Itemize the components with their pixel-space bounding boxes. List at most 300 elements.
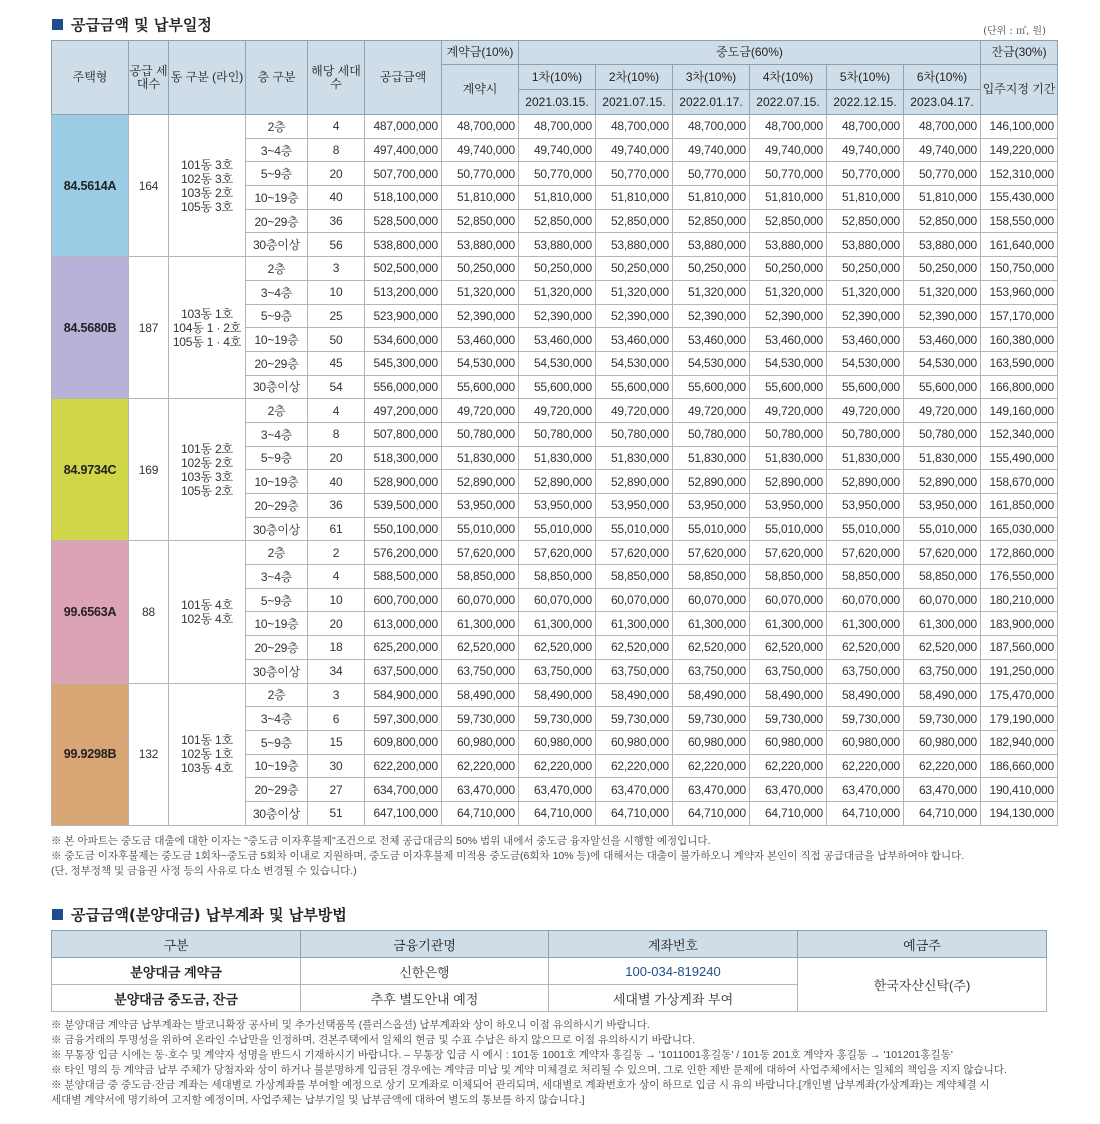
dong-line: 102동 2호: [181, 455, 233, 470]
installment-cell-2: 63,470,000: [596, 778, 673, 802]
units-cell: 4: [308, 399, 365, 423]
installment-cell-4: 58,490,000: [750, 683, 827, 707]
floor-cell: 20~29층: [246, 209, 308, 233]
dong-line: 104동 1 · 2호: [172, 320, 242, 335]
contract-cell: 62,220,000: [442, 754, 519, 778]
installment-cell-4: 60,070,000: [750, 588, 827, 612]
units-cell: 10: [308, 280, 365, 304]
balance-cell: 152,340,000: [981, 422, 1058, 446]
section-title-text: 공급금액(분양대금) 납부계좌 및 납부방법: [71, 906, 347, 924]
price-cell: 487,000,000: [365, 115, 442, 139]
header-households: 공급 세대수: [129, 41, 169, 115]
installment-cell-1: 58,490,000: [519, 683, 596, 707]
dong-line: 101동 4호: [181, 597, 233, 612]
header-balance-group: 잔금(30%): [981, 41, 1058, 65]
installment-cell-1: 50,770,000: [519, 162, 596, 186]
price-cell: 528,500,000: [365, 209, 442, 233]
units-cell: 15: [308, 730, 365, 754]
header-contract-group: 계약금(10%): [442, 41, 519, 65]
installment-cell-3: 50,780,000: [673, 422, 750, 446]
households-cell: 164: [129, 115, 169, 257]
contract-cell: 60,980,000: [442, 730, 519, 754]
note-line: ※ 타인 명의 등 계약금 납부 주체가 당첨자와 상이 하거나 불분명하게 입금된 경우에는 계약금 미납 및 계약 미체결로 처리될 수 있으며, 그로 인한 제반 문제에 대하여 사업주체에서는 일체의 책임을 지지 않습니다.: [51, 1064, 1007, 1076]
installment-cell-3: 51,810,000: [673, 186, 750, 210]
floor-cell: 30층이상: [246, 517, 308, 541]
installment-cell-2: 58,850,000: [596, 565, 673, 589]
installment-cell-4: 55,600,000: [750, 375, 827, 399]
units-cell: 36: [308, 209, 365, 233]
type-cell: 84.9734C: [52, 399, 129, 541]
account-holder: 한국자산신탁(주): [798, 958, 1047, 1012]
installment-cell-1: 50,250,000: [519, 257, 596, 281]
installment-cell-1: 61,300,000: [519, 612, 596, 636]
installment-cell-1: 53,950,000: [519, 494, 596, 518]
contract-cell: 63,470,000: [442, 778, 519, 802]
account-row-bank: 추후 별도안내 예정: [301, 985, 549, 1012]
balance-cell: 182,940,000: [981, 730, 1058, 754]
installment-cell-2: 64,710,000: [596, 801, 673, 825]
table-row: [52, 257, 1058, 281]
type-cell: 99.9298B: [52, 683, 129, 825]
floor-cell: 3~4층: [246, 280, 308, 304]
installment-cell-5: 53,460,000: [827, 328, 904, 352]
installment-cell-2: 62,220,000: [596, 754, 673, 778]
installment-cell-6: 50,770,000: [904, 162, 981, 186]
installment-cell-4: 51,320,000: [750, 280, 827, 304]
balance-cell: 149,220,000: [981, 138, 1058, 162]
floor-cell: 3~4층: [246, 422, 308, 446]
units-cell: 34: [308, 659, 365, 683]
price-cell: 613,000,000: [365, 612, 442, 636]
installment-cell-1: 55,010,000: [519, 517, 596, 541]
installment-cell-2: 53,460,000: [596, 328, 673, 352]
units-cell: 20: [308, 612, 365, 636]
contract-cell: 51,320,000: [442, 280, 519, 304]
installment-cell-1: 59,730,000: [519, 707, 596, 731]
header-installment-3: 3차(10%): [673, 65, 750, 90]
units-cell: 51: [308, 801, 365, 825]
dong-cell: [169, 257, 246, 399]
installment-cell-3: 61,300,000: [673, 612, 750, 636]
note-line: ※ 중도금 이자후불제는 중도금 1회차~중도금 5회차 이내로 지원하며, 중도금 이자후불제 미적용 중도금(6회차 10% 등)에 대해서는 대출이 불가하오니 계약자 본인이 직접 공급대금을 납부하여야 합니다.: [51, 850, 965, 862]
table-row: [52, 541, 1058, 565]
units-cell: 36: [308, 494, 365, 518]
floor-cell: 30층이상: [246, 375, 308, 399]
header-installment-4: 4차(10%): [750, 65, 827, 90]
installment-cell-3: 50,770,000: [673, 162, 750, 186]
installment-cell-3: 63,750,000: [673, 659, 750, 683]
units-cell: 56: [308, 233, 365, 257]
installment-cell-3: 55,010,000: [673, 517, 750, 541]
installment-cell-6: 58,490,000: [904, 683, 981, 707]
installment-cell-6: 59,730,000: [904, 707, 981, 731]
installment-cell-4: 60,980,000: [750, 730, 827, 754]
price-cell: 584,900,000: [365, 683, 442, 707]
floor-cell: 3~4층: [246, 138, 308, 162]
price-cell: 507,700,000: [365, 162, 442, 186]
installment-cell-2: 53,880,000: [596, 233, 673, 257]
installment-cell-2: 54,530,000: [596, 351, 673, 375]
contract-cell: 59,730,000: [442, 707, 519, 731]
installment-cell-4: 59,730,000: [750, 707, 827, 731]
installment-cell-1: 62,220,000: [519, 754, 596, 778]
installment-cell-1: 49,720,000: [519, 399, 596, 423]
dong-line: 103동 2호: [181, 185, 233, 200]
installment-cell-1: 53,460,000: [519, 328, 596, 352]
balance-cell: 165,030,000: [981, 517, 1058, 541]
installment-cell-3: 63,470,000: [673, 778, 750, 802]
floor-cell: 5~9층: [246, 730, 308, 754]
floor-cell: 3~4층: [246, 707, 308, 731]
installment-cell-1: 51,830,000: [519, 446, 596, 470]
floor-cell: 10~19층: [246, 470, 308, 494]
units-cell: 61: [308, 517, 365, 541]
contract-cell: 62,520,000: [442, 636, 519, 660]
installment-cell-5: 57,620,000: [827, 541, 904, 565]
title-square-icon: [52, 19, 63, 30]
balance-cell: 158,670,000: [981, 470, 1058, 494]
price-cell: 625,200,000: [365, 636, 442, 660]
installment-cell-1: 63,750,000: [519, 659, 596, 683]
installment-cell-5: 52,850,000: [827, 209, 904, 233]
contract-cell: 53,880,000: [442, 233, 519, 257]
balance-cell: 150,750,000: [981, 257, 1058, 281]
header-contract: 계약시: [442, 65, 519, 115]
installment-cell-4: 64,710,000: [750, 801, 827, 825]
installment-cell-3: 51,320,000: [673, 280, 750, 304]
installment-cell-3: 50,250,000: [673, 257, 750, 281]
units-cell: 3: [308, 257, 365, 281]
units-cell: 10: [308, 588, 365, 612]
units-cell: 45: [308, 351, 365, 375]
households-cell: 132: [129, 683, 169, 825]
installment-cell-1: 50,780,000: [519, 422, 596, 446]
balance-cell: 187,560,000: [981, 636, 1058, 660]
installment-cell-4: 52,890,000: [750, 470, 827, 494]
contract-cell: 52,890,000: [442, 470, 519, 494]
units-cell: 2: [308, 541, 365, 565]
header-installment-1: 1차(10%): [519, 65, 596, 90]
installment-cell-2: 63,750,000: [596, 659, 673, 683]
contract-cell: 50,770,000: [442, 162, 519, 186]
balance-cell: 160,380,000: [981, 328, 1058, 352]
installment-cell-6: 60,070,000: [904, 588, 981, 612]
installment-cell-6: 49,740,000: [904, 138, 981, 162]
price-cell: 497,200,000: [365, 399, 442, 423]
installment-cell-4: 48,700,000: [750, 115, 827, 139]
installment-cell-4: 49,740,000: [750, 138, 827, 162]
installment-cell-1: 51,320,000: [519, 280, 596, 304]
dong-cell: [169, 683, 246, 825]
price-cell: 588,500,000: [365, 565, 442, 589]
installment-cell-5: 59,730,000: [827, 707, 904, 731]
balance-cell: 186,660,000: [981, 754, 1058, 778]
account-header-category: 구분: [52, 931, 301, 958]
account-header-bank: 금융기관명: [301, 931, 549, 958]
installment-cell-4: 51,830,000: [750, 446, 827, 470]
installment-cell-5: 64,710,000: [827, 801, 904, 825]
floor-cell: 2층: [246, 399, 308, 423]
balance-cell: 155,490,000: [981, 446, 1058, 470]
contract-cell: 57,620,000: [442, 541, 519, 565]
installment-cell-4: 52,390,000: [750, 304, 827, 328]
balance-cell: 153,960,000: [981, 280, 1058, 304]
dong-cell: [169, 115, 246, 257]
price-cell: 518,100,000: [365, 186, 442, 210]
units-cell: 54: [308, 375, 365, 399]
price-table-body: [52, 115, 1058, 826]
installment-cell-1: 55,600,000: [519, 375, 596, 399]
installment-cell-4: 50,250,000: [750, 257, 827, 281]
installment-cell-6: 52,390,000: [904, 304, 981, 328]
installment-cell-4: 53,880,000: [750, 233, 827, 257]
installment-cell-4: 52,850,000: [750, 209, 827, 233]
balance-cell: 190,410,000: [981, 778, 1058, 802]
installment-cell-3: 60,980,000: [673, 730, 750, 754]
installment-cell-2: 52,890,000: [596, 470, 673, 494]
installment-cell-3: 53,950,000: [673, 494, 750, 518]
installment-cell-2: 51,320,000: [596, 280, 673, 304]
installment-cell-3: 58,850,000: [673, 565, 750, 589]
installment-cell-3: 59,730,000: [673, 707, 750, 731]
price-cell: 576,200,000: [365, 541, 442, 565]
installment-cell-2: 60,070,000: [596, 588, 673, 612]
header-balance: 입주지정 기간: [981, 65, 1058, 115]
type-cell: 99.6563A: [52, 541, 129, 683]
installment-cell-4: 62,220,000: [750, 754, 827, 778]
installment-cell-6: 53,460,000: [904, 328, 981, 352]
installment-cell-6: 54,530,000: [904, 351, 981, 375]
units-cell: 30: [308, 754, 365, 778]
account-row-label: 분양대금 계약금: [52, 958, 301, 985]
contract-cell: 51,810,000: [442, 186, 519, 210]
installment-cell-6: 60,980,000: [904, 730, 981, 754]
installment-cell-1: 53,880,000: [519, 233, 596, 257]
units-cell: 3: [308, 683, 365, 707]
price-cell: 609,800,000: [365, 730, 442, 754]
header-date-5: 2022.12.15.: [827, 90, 904, 115]
price-cell: 647,100,000: [365, 801, 442, 825]
installment-cell-3: 52,890,000: [673, 470, 750, 494]
dong-cell: [169, 399, 246, 541]
installment-cell-5: 54,530,000: [827, 351, 904, 375]
price-schedule-table: [51, 40, 1058, 826]
installment-cell-1: 51,810,000: [519, 186, 596, 210]
installment-cell-2: 58,490,000: [596, 683, 673, 707]
installment-cell-5: 48,700,000: [827, 115, 904, 139]
installment-cell-2: 50,780,000: [596, 422, 673, 446]
contract-cell: 55,010,000: [442, 517, 519, 541]
units-cell: 20: [308, 446, 365, 470]
balance-cell: 191,250,000: [981, 659, 1058, 683]
contract-cell: 63,750,000: [442, 659, 519, 683]
contract-cell: 64,710,000: [442, 801, 519, 825]
contract-cell: 50,250,000: [442, 257, 519, 281]
units-cell: 50: [308, 328, 365, 352]
installment-cell-6: 49,720,000: [904, 399, 981, 423]
header-date-3: 2022.01.17.: [673, 90, 750, 115]
dong-line: 103동 1호: [181, 306, 233, 321]
installment-cell-3: 60,070,000: [673, 588, 750, 612]
price-cell: 637,500,000: [365, 659, 442, 683]
floor-cell: 10~19층: [246, 186, 308, 210]
floor-cell: 30층이상: [246, 801, 308, 825]
header-price: 공급금액: [365, 41, 442, 115]
installment-cell-2: 50,250,000: [596, 257, 673, 281]
price-cell: 502,500,000: [365, 257, 442, 281]
installment-cell-2: 50,770,000: [596, 162, 673, 186]
installment-cell-2: 51,830,000: [596, 446, 673, 470]
installment-cell-5: 63,470,000: [827, 778, 904, 802]
installment-cell-2: 60,980,000: [596, 730, 673, 754]
installment-cell-6: 64,710,000: [904, 801, 981, 825]
balance-cell: 176,550,000: [981, 565, 1058, 589]
units-cell: 8: [308, 138, 365, 162]
contract-cell: 52,850,000: [442, 209, 519, 233]
header-date-2: 2021.07.15.: [596, 90, 673, 115]
dong-line: 102동 4호: [181, 611, 233, 626]
households-cell: 88: [129, 541, 169, 683]
installment-cell-3: 49,740,000: [673, 138, 750, 162]
price-cell: 518,300,000: [365, 446, 442, 470]
floor-cell: 5~9층: [246, 446, 308, 470]
units-cell: 6: [308, 707, 365, 731]
price-cell: 539,500,000: [365, 494, 442, 518]
installment-cell-6: 63,750,000: [904, 659, 981, 683]
header-dong: 동 구분 (라인): [169, 41, 246, 115]
price-cell: 600,700,000: [365, 588, 442, 612]
contract-cell: 58,850,000: [442, 565, 519, 589]
installment-cell-6: 52,850,000: [904, 209, 981, 233]
installment-cell-1: 58,850,000: [519, 565, 596, 589]
installment-cell-6: 51,320,000: [904, 280, 981, 304]
price-cell: 634,700,000: [365, 778, 442, 802]
installment-cell-5: 62,220,000: [827, 754, 904, 778]
installment-cell-5: 55,010,000: [827, 517, 904, 541]
installment-cell-5: 49,740,000: [827, 138, 904, 162]
balance-cell: 194,130,000: [981, 801, 1058, 825]
installment-cell-3: 48,700,000: [673, 115, 750, 139]
header-installment-6: 6차(10%): [904, 65, 981, 90]
installment-cell-5: 51,830,000: [827, 446, 904, 470]
floor-cell: 5~9층: [246, 304, 308, 328]
installment-cell-5: 60,980,000: [827, 730, 904, 754]
contract-cell: 49,720,000: [442, 399, 519, 423]
floor-cell: 10~19층: [246, 612, 308, 636]
note-line: ※ 본 아파트는 중도금 대출에 대한 이자는 "중도금 이자후불제"조건으로 전체 공급대금의 50% 범위 내에서 중도금 융자알선을 시행할 예정입니다.: [51, 835, 711, 847]
installment-cell-2: 49,720,000: [596, 399, 673, 423]
installment-cell-2: 62,520,000: [596, 636, 673, 660]
installment-cell-6: 62,520,000: [904, 636, 981, 660]
balance-cell: 161,640,000: [981, 233, 1058, 257]
installment-cell-1: 60,070,000: [519, 588, 596, 612]
unit-label: (단위 : ㎡, 원): [983, 26, 1046, 37]
installment-cell-4: 53,950,000: [750, 494, 827, 518]
price-cell: 528,900,000: [365, 470, 442, 494]
installment-cell-5: 51,810,000: [827, 186, 904, 210]
installment-cell-4: 58,850,000: [750, 565, 827, 589]
floor-cell: 30층이상: [246, 659, 308, 683]
balance-cell: 172,860,000: [981, 541, 1058, 565]
dong-line: 105동 2호: [181, 483, 233, 498]
households-cell: 169: [129, 399, 169, 541]
dong-line: 101동 1호: [181, 733, 233, 748]
balance-cell: 166,800,000: [981, 375, 1058, 399]
price-cell: 497,400,000: [365, 138, 442, 162]
households-cell: 187: [129, 257, 169, 399]
installment-cell-1: 62,520,000: [519, 636, 596, 660]
installment-cell-5: 63,750,000: [827, 659, 904, 683]
installment-cell-2: 55,010,000: [596, 517, 673, 541]
price-cell: 523,900,000: [365, 304, 442, 328]
installment-cell-2: 52,390,000: [596, 304, 673, 328]
floor-cell: 20~29층: [246, 636, 308, 660]
installment-cell-1: 52,850,000: [519, 209, 596, 233]
contract-cell: 48,700,000: [442, 115, 519, 139]
header-type: 주택형: [52, 41, 129, 115]
installment-cell-6: 58,850,000: [904, 565, 981, 589]
installment-cell-2: 53,950,000: [596, 494, 673, 518]
installment-cell-1: 64,710,000: [519, 801, 596, 825]
balance-cell: 146,100,000: [981, 115, 1058, 139]
price-cell: 507,800,000: [365, 422, 442, 446]
note-line: ※ 무통장 입금 시에는 동·호수 및 계약자 성명을 반드시 기재하시기 바랍니다. – 무통장 입금 시 예시 : 101동 1001호 계약자 홍길동 → '1011001홍길동' / 101동 201호 계약자 홍길동 → '101201홍길동': [51, 1049, 953, 1061]
installment-cell-5: 51,320,000: [827, 280, 904, 304]
installment-cell-3: 58,490,000: [673, 683, 750, 707]
section-title-text: 공급금액 및 납부일정: [71, 16, 212, 34]
installment-cell-5: 53,950,000: [827, 494, 904, 518]
balance-cell: 157,170,000: [981, 304, 1058, 328]
installment-cell-3: 64,710,000: [673, 801, 750, 825]
dong-cell: [169, 541, 246, 683]
header-middle-group: 중도금(60%): [519, 41, 981, 65]
contract-cell: 54,530,000: [442, 351, 519, 375]
price-cell: 622,200,000: [365, 754, 442, 778]
floor-cell: 3~4층: [246, 565, 308, 589]
note-line: (단, 정부정책 및 금융권 사정 등의 사유로 다소 변경될 수 있습니다.): [51, 865, 357, 877]
contract-cell: 51,830,000: [442, 446, 519, 470]
account-row-number: 100-034-819240: [549, 958, 798, 985]
installment-cell-3: 52,850,000: [673, 209, 750, 233]
balance-cell: 180,210,000: [981, 588, 1058, 612]
installment-cell-5: 49,720,000: [827, 399, 904, 423]
installment-cell-6: 55,600,000: [904, 375, 981, 399]
note-line: ※ 금융거래의 투명성을 위하여 온라인 수납만을 인정하며, 견본주택에서 일체의 현금 및 수표 수납은 하지 않으므로 이점 유의하시기 바랍니다.: [51, 1034, 696, 1046]
table-row: [52, 115, 1058, 139]
installment-cell-4: 62,520,000: [750, 636, 827, 660]
installment-cell-5: 50,770,000: [827, 162, 904, 186]
installment-cell-4: 49,720,000: [750, 399, 827, 423]
installment-cell-5: 62,520,000: [827, 636, 904, 660]
installment-cell-2: 55,600,000: [596, 375, 673, 399]
table-row: [52, 399, 1058, 423]
floor-cell: 30층이상: [246, 233, 308, 257]
contract-cell: 61,300,000: [442, 612, 519, 636]
note-line: 세대별 계약서에 명기하여 고지할 예정이며, 사업주체는 납부기일 및 납부금액에 대하여 별도의 통보를 하지 않습니다.]: [51, 1094, 585, 1106]
installment-cell-3: 55,600,000: [673, 375, 750, 399]
installment-cell-1: 63,470,000: [519, 778, 596, 802]
contract-cell: 53,950,000: [442, 494, 519, 518]
floor-cell: 5~9층: [246, 588, 308, 612]
contract-cell: 52,390,000: [442, 304, 519, 328]
installment-cell-4: 53,460,000: [750, 328, 827, 352]
dong-line: 102동 1호: [181, 747, 233, 762]
units-cell: 8: [308, 422, 365, 446]
balance-cell: 155,430,000: [981, 186, 1058, 210]
price-cell: 556,000,000: [365, 375, 442, 399]
notes-price: [51, 834, 1051, 879]
installment-cell-5: 53,880,000: [827, 233, 904, 257]
